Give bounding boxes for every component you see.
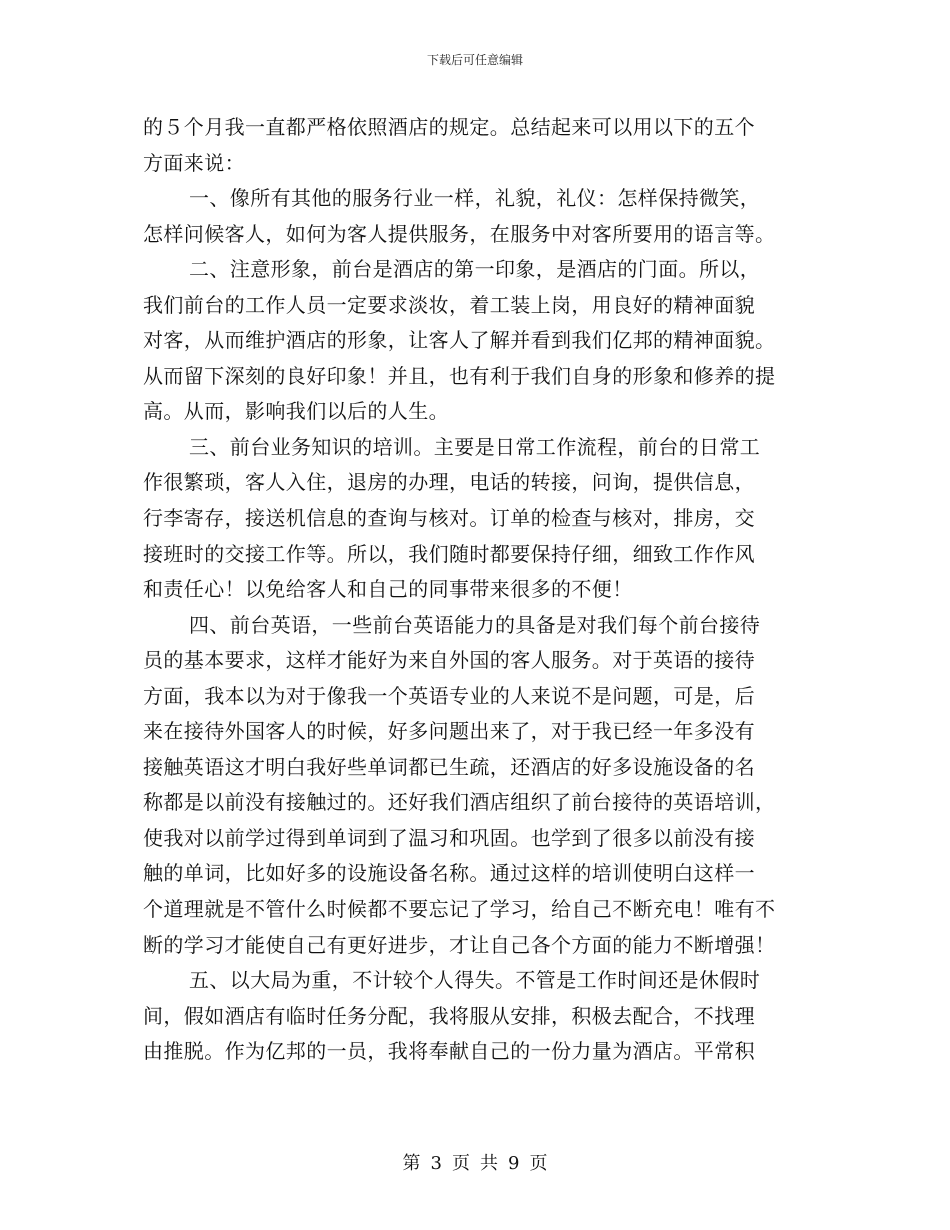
page-label-suffix: 页 [529, 1153, 548, 1174]
text-line: 个道理就是不管什么时候都不要忘记了学习，给自己不断充电！唯有不 [143, 897, 776, 922]
text-line: 称都是以前没有接触过的。还好我们酒店组织了前台接待的英语培训， [143, 790, 776, 815]
page-footer [0, 1152, 950, 1176]
text-line: 触的单词，比如好多的设施设备名称。通过这样的培训使明白这样一 [143, 861, 755, 886]
paragraph-start-line: 二、注意形象，前台是酒店的第一印象，是酒店的门面。所以， [189, 257, 761, 282]
text-line: 怎样问候客人，如何为客人提供服务，在服务中对客所要用的语言等。 [143, 221, 776, 246]
text-line: 方面，我本以为对于像我一个英语专业的人来说不是问题，可是，后 [143, 683, 755, 708]
paragraph-start-line: 五、以大局为重，不计较个人得失。不管是工作时间还是休假时 [189, 968, 761, 993]
text-line: 从而留下深刻的良好印象！并且，也有利于我们自身的形象和修养的提 [143, 363, 776, 388]
page-label-mid1: 页 [452, 1153, 470, 1174]
current-page-number: 3 [430, 1153, 442, 1174]
text-line: 的５个月我一直都严格依照酒店的规定。总结起来可以用以下的五个 [143, 115, 755, 139]
total-pages-number: 9 [508, 1153, 520, 1174]
paragraph-start-line: 一、像所有其他的服务行业一样，礼貌，礼仪：怎样保持微笑， [189, 186, 761, 211]
document-body [143, 110, 813, 1070]
header-text: 下载后可任意编辑 [426, 53, 523, 67]
text-line: 我们前台的工作人员一定要求淡妆，着工装上岗，用良好的精神面貌 [143, 292, 755, 317]
page-label-mid2: 共 [480, 1153, 498, 1174]
text-line: 和责任心！以免给客人和自己的同事带来很多的不便！ [143, 577, 633, 602]
text-line: 对客，从而维护酒店的形象，让客人了解并看到我们亿邦的精神面貌。 [143, 328, 776, 353]
paragraph-start-line: 三、前台业务知识的培训。主要是日常工作流程，前台的日常工 [189, 434, 761, 459]
text-line: 间，假如酒店有临时任务分配，我将服从安排，积极去配合，不找理 [143, 1003, 755, 1028]
text-line: 接触英语这才明白我好些单词都已生疏，还酒店的好多设施设备的名 [143, 754, 755, 779]
text-line: 由推脱。作为亿邦的一员，我将奉献自己的一份力量为酒店。平常积 [143, 1039, 755, 1064]
text-line: 断的学习才能使自己有更好进步，才让自己各个方面的能力不断增强！ [143, 932, 776, 957]
text-line: 使我对以前学过得到单词到了温习和巩固。也学到了很多以前没有接 [143, 825, 755, 850]
text-line: 方面来说： [143, 150, 245, 175]
page-header [0, 52, 950, 68]
text-line: 高。从而，影响我们以后的人生。 [143, 399, 449, 424]
text-line: 作很繁琐，客人入住，退房的办理，电话的转接，问询，提供信息， [143, 470, 755, 495]
page-label-prefix: 第 [402, 1153, 421, 1174]
text-line: 接班时的交接工作等。所以，我们随时都要保持仔细，细致工作作风 [143, 541, 755, 566]
text-line: 来在接待外国客人的时候，好多问题出来了，对于我已经一年多没有 [143, 719, 755, 744]
paragraph-start-line: 四、前台英语，一些前台英语能力的具备是对我们每个前台接待 [189, 612, 761, 637]
text-line: 行李寄存，接送机信息的查询与核对。订单的检查与核对，排房，交 [143, 506, 755, 531]
text-line: 员的基本要求，这样才能好为来自外国的客人服务。对于英语的接待 [143, 648, 755, 673]
